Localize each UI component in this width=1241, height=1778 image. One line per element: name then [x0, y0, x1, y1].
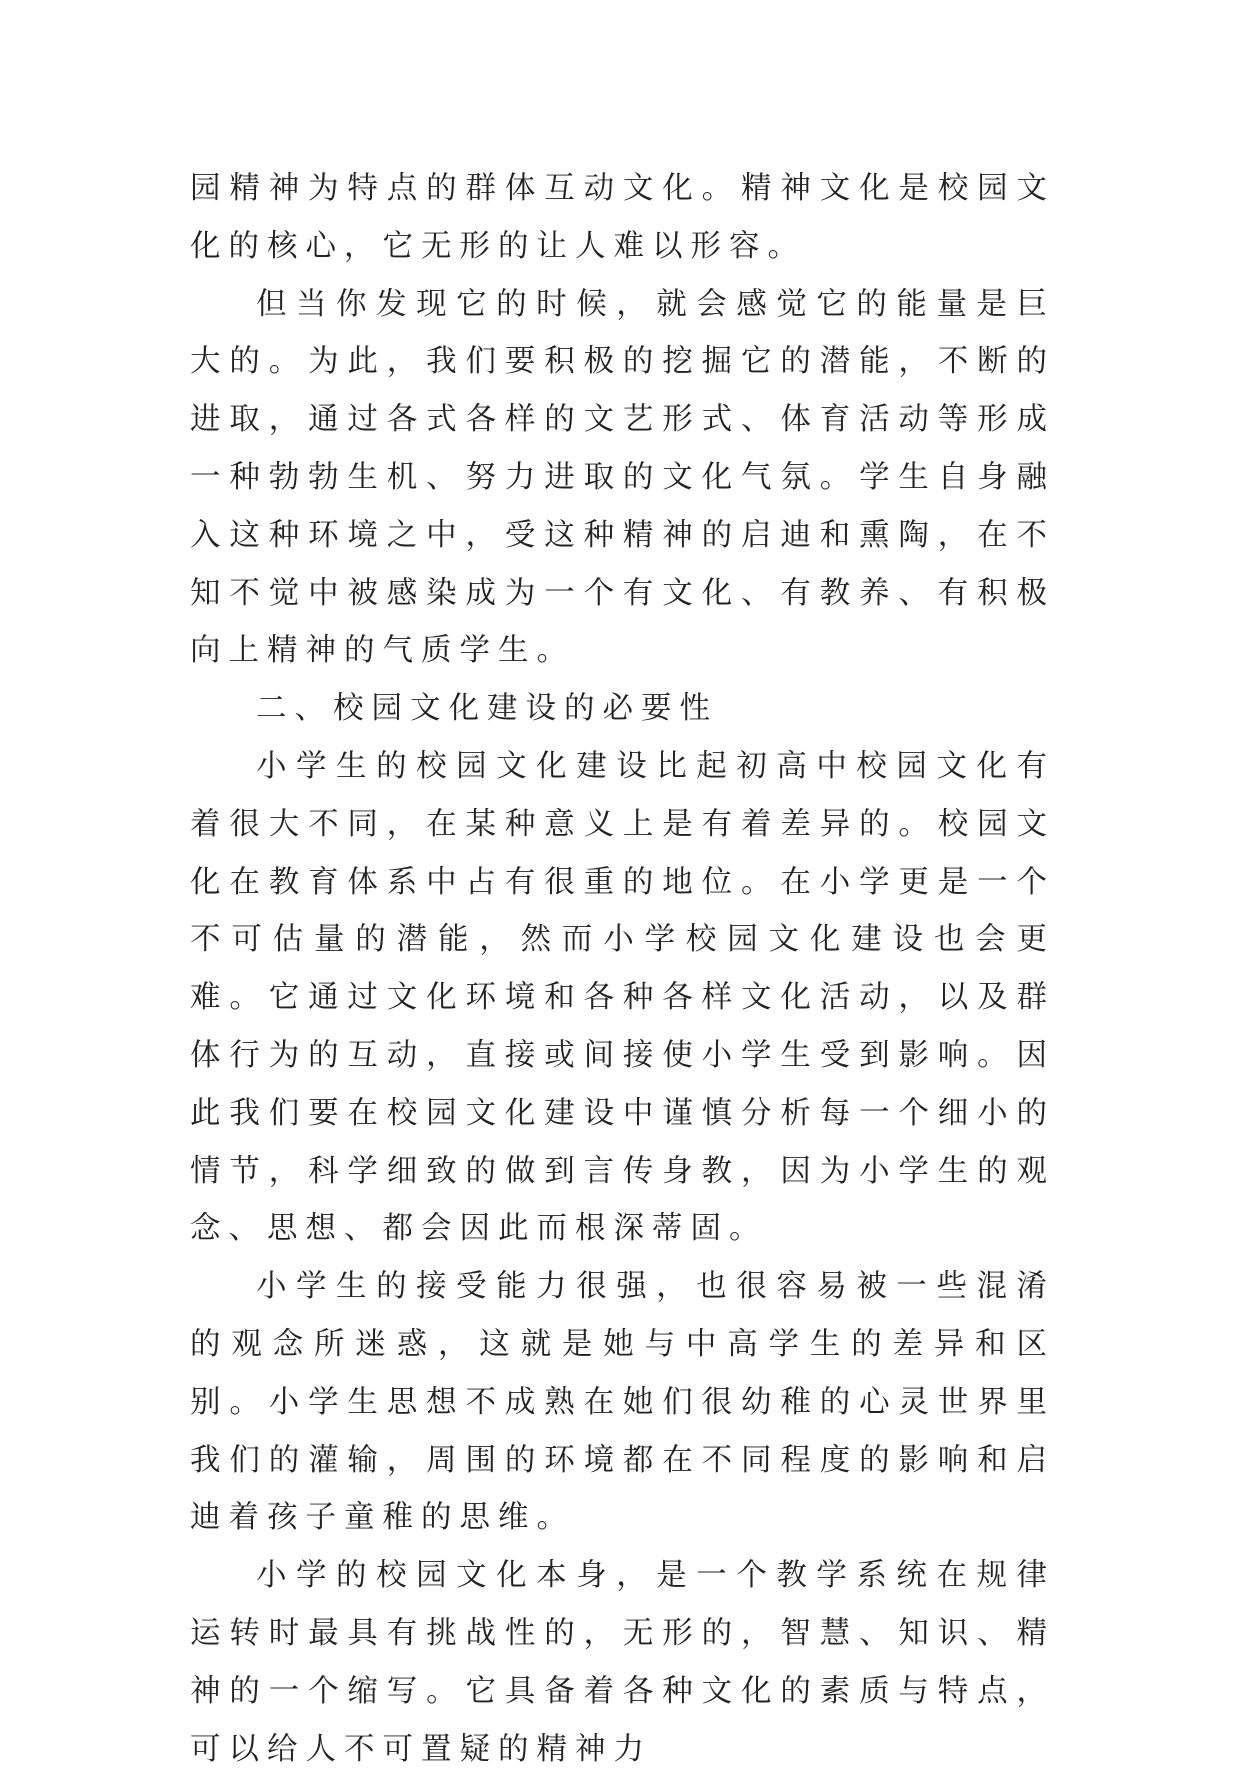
- paragraph-3: 小学生的校园文化建设比起初高中校园文化有着很大不同，在某种意义上是有着差异的。校园文化在教育体系中占有很重的地位。在小学更是一个不可估量的潜能，然而小学校园文化建设也会更难。它通过文化环境和各种各样文化活动，以及群体行为的互动，直接或间接使小学生受到影响。因此我们要在校园文化建设中谨慎分析每一个细小的情节，科学细致的做到言传身教，因为小学生的观念、思想、都会因此而根深蒂固。: [190, 748, 1055, 1247]
- paragraph-2: 但当你发现它的时候，就会感觉它的能量是巨大的。为此，我们要积极的挖掘它的潜能，不断的进取，通过各式各样的文艺形式、体育活动等形成一种勃勃生机、努力进取的文化气氛。学生自身融入这种环境之中，受这种精神的启迪和熏陶，在不知不觉中被感染成为一个有文化、有教养、有积极向上精神的气质学生。: [190, 286, 1055, 669]
- paragraph-4: 小学生的接受能力很强，也很容易被一些混淆的观念所迷惑，这就是她与中高学生的差异和区别。小学生思想不成熟在她们很幼稚的心灵世界里我们的灌输，周围的环境都在不同程度的影响和启迪着孩子童稚的思维。: [190, 1269, 1055, 1536]
- paragraph-5: 小学的校园文化本身，是一个教学系统在规律运转时最具有挑战性的，无形的，智慧、知识、精神的一个缩写。它具备着各种文化的素质与特点，可以给人不可置疑的精神力: [190, 1558, 1055, 1767]
- paragraph-1: 园精神为特点的群体互动文化。精神文化是校园文化的核心，它无形的让人难以形容。: [190, 171, 1055, 264]
- body-text: [190, 160, 1055, 1778]
- section-heading: 二、校园文化建设的必要性: [256, 691, 718, 727]
